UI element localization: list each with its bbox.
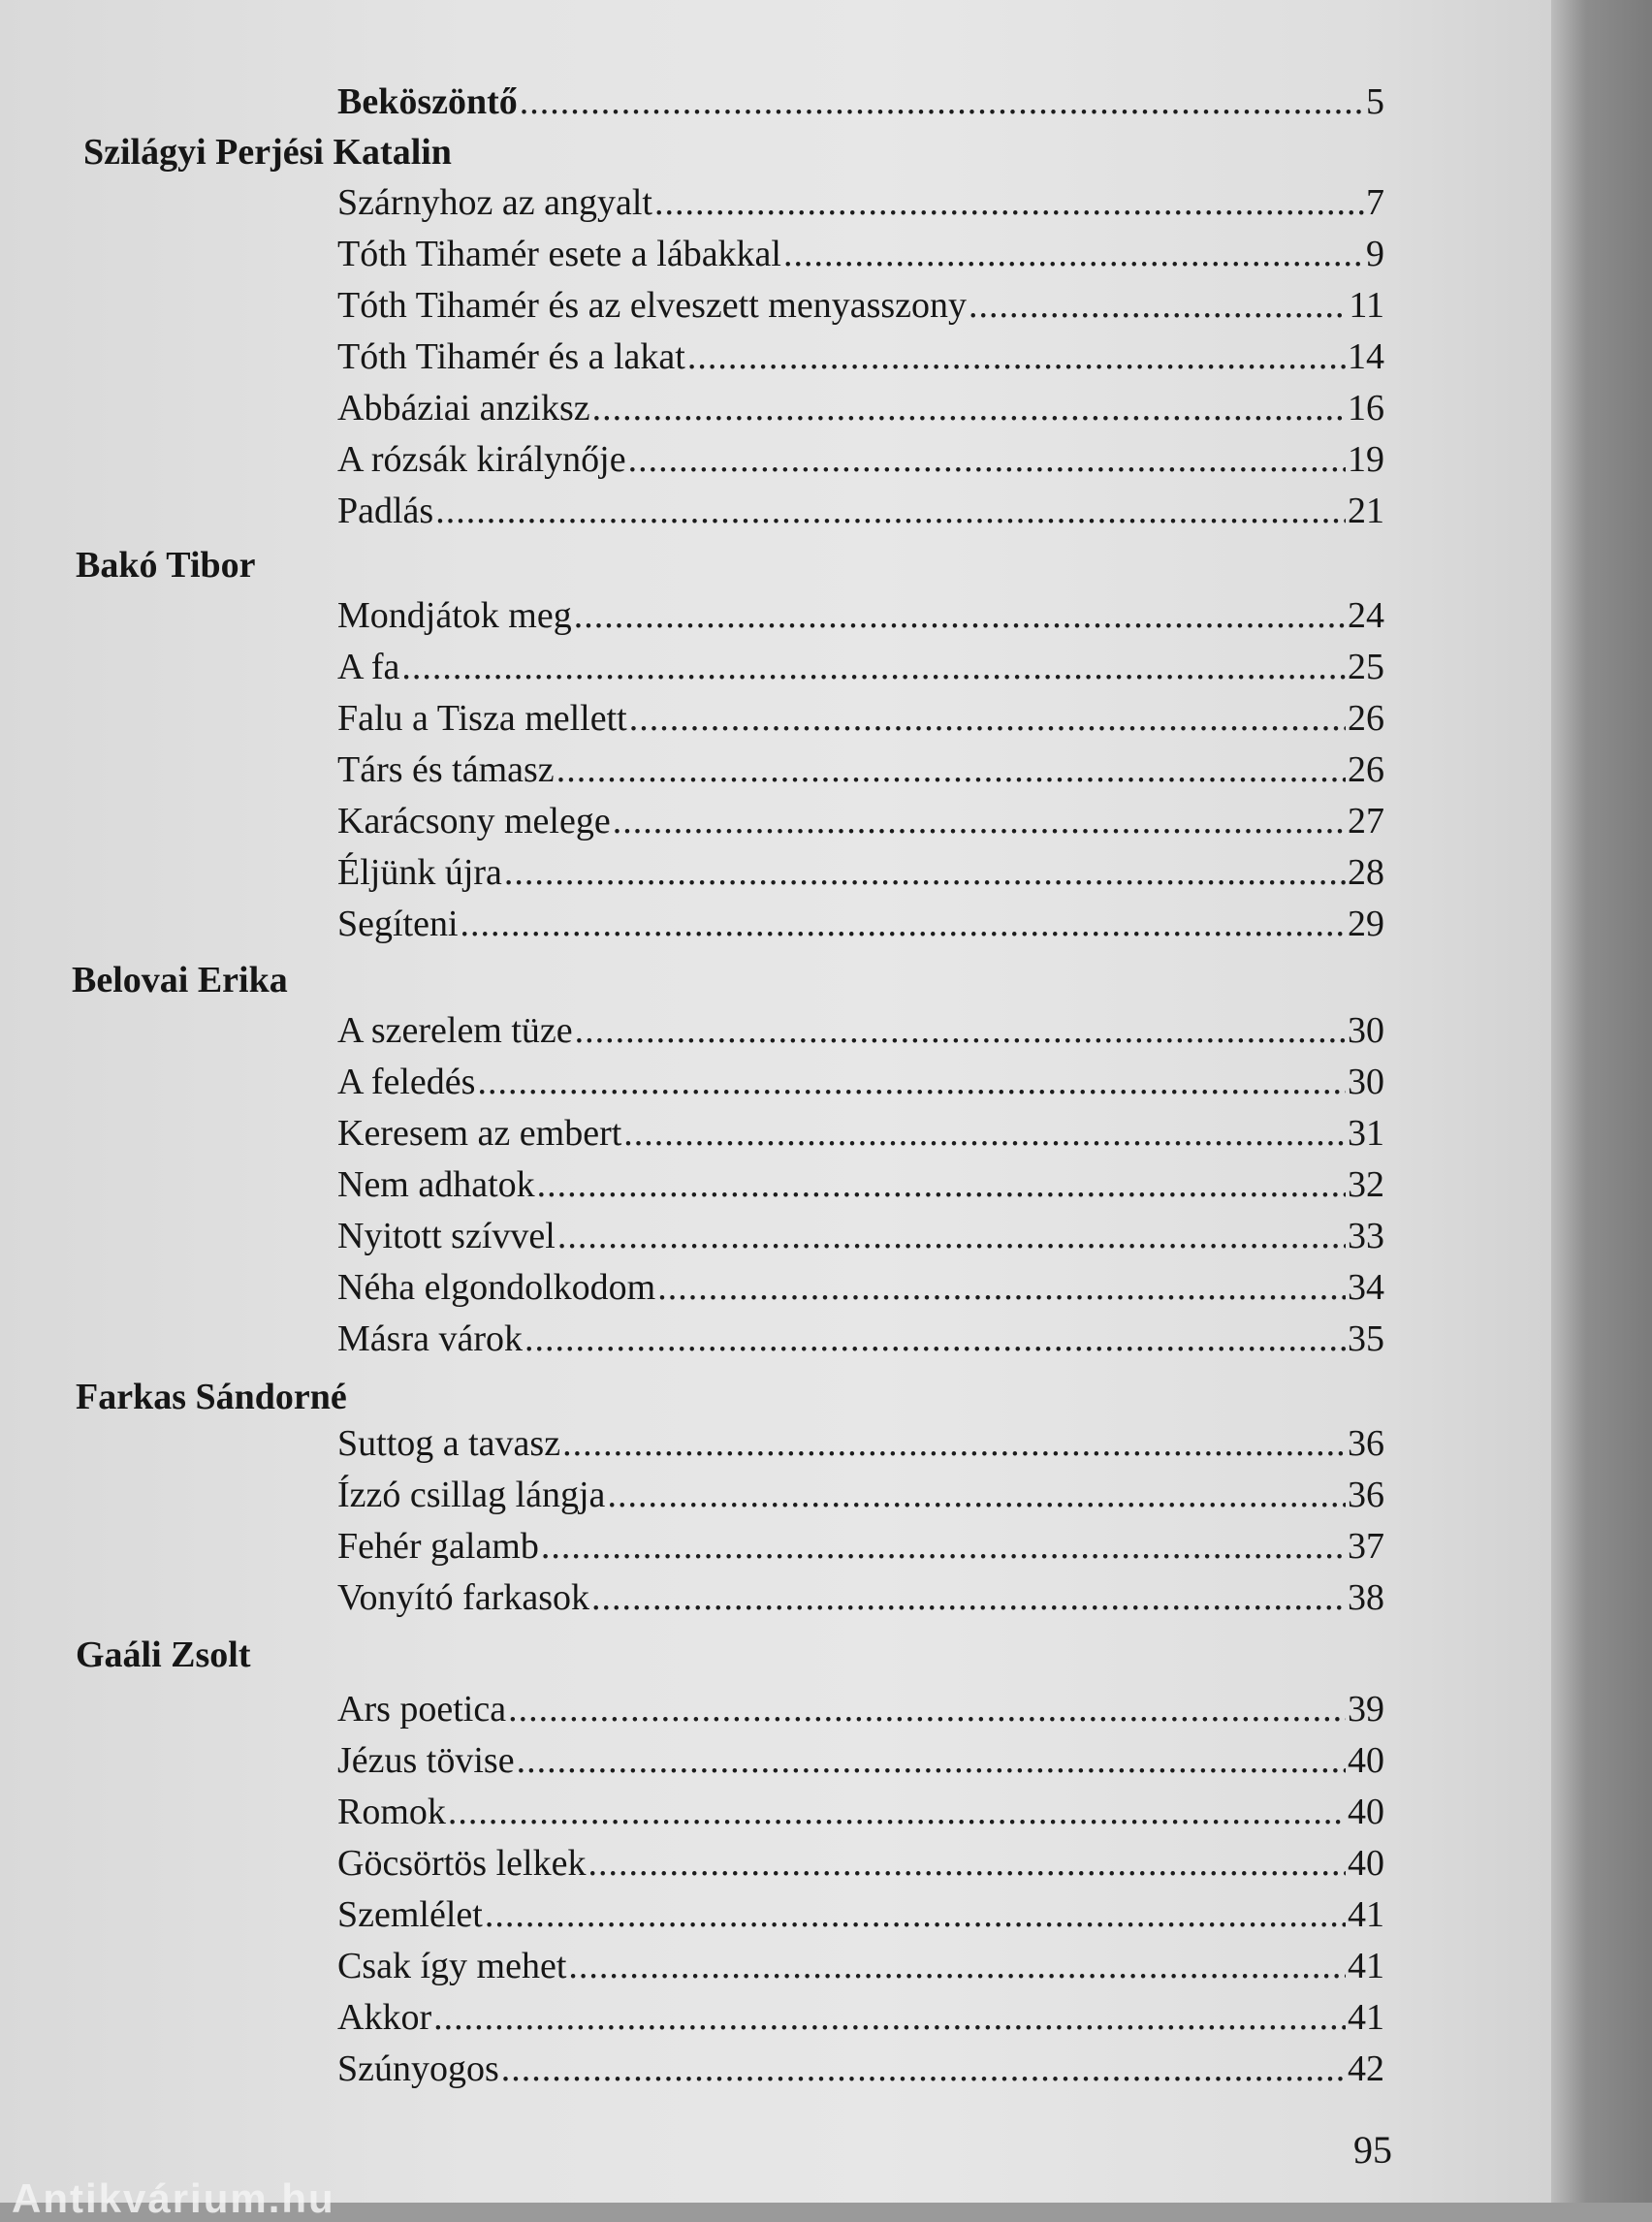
leader-dots (556, 747, 1346, 792)
leader-dots (969, 283, 1347, 328)
entry-page: 31 (1348, 1113, 1384, 1154)
entry-title: Szúnyogos (337, 2048, 499, 2089)
toc-entry (337, 437, 1384, 482)
watermark: Antikvárium.hu (12, 2175, 335, 2221)
entry-page: 26 (1348, 698, 1384, 739)
toc-entry (337, 1162, 1384, 1207)
entry-page: 37 (1348, 1526, 1384, 1567)
entry-page: 14 (1348, 336, 1384, 377)
entry-title: Tóth Tihamér esete a lábakkal (337, 234, 781, 274)
entry-title: Romok (337, 1792, 446, 1832)
leader-dots (504, 850, 1346, 895)
entry-page: 40 (1348, 1740, 1384, 1781)
entry-page: 30 (1348, 1062, 1384, 1102)
entry-page: 24 (1348, 595, 1384, 636)
toc-entry (337, 902, 1384, 946)
leader-dots (448, 1790, 1346, 1834)
entry-title: Abbáziai anziksz (337, 388, 590, 429)
leader-dots (517, 1738, 1346, 1783)
toc-entry (337, 1892, 1384, 1937)
entry-title: Jézus tövise (337, 1740, 515, 1781)
toc-entry (337, 799, 1384, 843)
leader-dots (501, 2047, 1346, 2091)
leader-dots (783, 232, 1364, 276)
toc-entry (337, 1575, 1384, 1620)
leader-dots (537, 1162, 1346, 1207)
entry-title: Keresem az embert (337, 1113, 622, 1154)
leader-dots (477, 1060, 1346, 1104)
entry-page: 5 (1366, 81, 1384, 122)
entry-page: 30 (1348, 1010, 1384, 1051)
toc-entry (337, 489, 1384, 533)
toc-entry (337, 696, 1384, 741)
author-heading: Belovai Erika (72, 960, 288, 1000)
entry-page: 19 (1348, 439, 1384, 480)
entry-page: 41 (1348, 1894, 1384, 1935)
leader-dots (435, 489, 1346, 533)
entry-page: 27 (1348, 801, 1384, 841)
entry-title: Nyitott szívvel (337, 1216, 556, 1256)
toc-entry (337, 1944, 1384, 1988)
entry-title: A feledés (337, 1062, 476, 1102)
entry-title: Beköszöntő (337, 81, 518, 122)
toc-entry (337, 1060, 1384, 1104)
entry-title: Szárnyhoz az angyalt (337, 182, 652, 223)
toc-entry (337, 386, 1384, 430)
leader-dots (607, 1473, 1346, 1517)
toc-entry (337, 1738, 1384, 1783)
toc-entry (337, 1473, 1384, 1517)
entry-title: Vonyító farkasok (337, 1577, 589, 1618)
entry-page: 34 (1348, 1267, 1384, 1308)
toc-entry (337, 2047, 1384, 2091)
page-edge (1551, 0, 1652, 2203)
entry-page: 26 (1348, 749, 1384, 790)
entry-title: Akkor (337, 1997, 432, 2038)
toc-entry (337, 1214, 1384, 1258)
leader-dots (461, 902, 1346, 946)
leader-dots (401, 645, 1346, 689)
leader-dots (485, 1892, 1346, 1937)
entry-page: 21 (1348, 491, 1384, 531)
leader-dots (613, 799, 1346, 843)
toc-entry (337, 1790, 1384, 1834)
entry-title: Ars poetica (337, 1689, 507, 1730)
leader-dots (508, 1687, 1346, 1731)
toc-entry (337, 1687, 1384, 1731)
entry-title: Másra várok (337, 1318, 523, 1359)
entry-title: Ízzó csillag lángja (337, 1475, 606, 1515)
entry-page: 7 (1366, 182, 1384, 223)
entry-page: 9 (1366, 234, 1384, 274)
entry-title: Segíteni (337, 904, 459, 944)
entry-page: 42 (1348, 2048, 1384, 2089)
toc-entry (337, 180, 1384, 225)
toc-entry (337, 1524, 1384, 1569)
entry-title: Mondjátok meg (337, 595, 572, 636)
entry-title: Karácsony melege (337, 801, 611, 841)
toc-entry (337, 850, 1384, 895)
entry-page: 16 (1348, 388, 1384, 429)
toc-entry (337, 1317, 1384, 1361)
leader-dots (575, 1008, 1346, 1053)
entry-title: A rózsák királynője (337, 439, 626, 480)
leader-dots (541, 1524, 1346, 1569)
entry-page: 41 (1348, 1946, 1384, 1986)
entry-title: Padlás (337, 491, 434, 531)
toc-entry (337, 334, 1384, 379)
leader-dots (574, 593, 1346, 638)
entry-title: A fa (337, 647, 400, 687)
page-number: 95 (1353, 2128, 1392, 2172)
entry-title: Tóth Tihamér és a lakat (337, 336, 685, 377)
leader-dots (557, 1214, 1346, 1258)
entry-title: Csak így mehet (337, 1946, 567, 1986)
toc-entry (337, 593, 1384, 638)
entry-page: 40 (1348, 1792, 1384, 1832)
toc-entry (337, 1008, 1384, 1053)
toc-entry (337, 1841, 1384, 1886)
toc-entry (337, 1421, 1384, 1466)
leader-dots (629, 696, 1346, 741)
author-heading: Farkas Sándorné (76, 1377, 347, 1417)
leader-dots (568, 1944, 1346, 1988)
entry-page: 35 (1348, 1318, 1384, 1359)
entry-page: 29 (1348, 904, 1384, 944)
toc-entry (337, 1995, 1384, 2040)
entry-title: Társ és támasz (337, 749, 555, 790)
entry-title: Fehér galamb (337, 1526, 539, 1567)
entry-title: Éljünk újra (337, 852, 502, 893)
leader-dots (588, 1841, 1346, 1886)
leader-dots (520, 79, 1364, 124)
leader-dots (433, 1995, 1346, 2040)
leader-dots (592, 386, 1346, 430)
toc-entry (337, 1265, 1384, 1310)
entry-title: A szerelem tüze (337, 1010, 573, 1051)
entry-title: Suttog a tavasz (337, 1423, 561, 1464)
toc-entry (337, 283, 1384, 328)
entry-title: Falu a Tisza mellett (337, 698, 627, 739)
entry-page: 38 (1348, 1577, 1384, 1618)
entry-page: 28 (1348, 852, 1384, 893)
leader-dots (687, 334, 1346, 379)
entry-title: Szemlélet (337, 1894, 483, 1935)
leader-dots (654, 180, 1364, 225)
entry-page: 41 (1348, 1997, 1384, 2038)
leader-dots (623, 1111, 1346, 1156)
entry-page: 40 (1348, 1843, 1384, 1884)
leader-dots (628, 437, 1346, 482)
toc-entry (337, 645, 1384, 689)
leader-dots (657, 1265, 1346, 1310)
entry-page: 32 (1348, 1164, 1384, 1205)
entry-page: 36 (1348, 1475, 1384, 1515)
entry-page: 25 (1348, 647, 1384, 687)
entry-title: Néha elgondolkodom (337, 1267, 656, 1308)
entry-title: Göcsörtös lelkek (337, 1843, 587, 1884)
entry-page: 33 (1348, 1216, 1384, 1256)
toc-entry (337, 232, 1384, 276)
author-heading: Szilágyi Perjési Katalin (83, 132, 452, 173)
toc-entry-intro (337, 79, 1384, 124)
leader-dots (562, 1421, 1346, 1466)
entry-page: 36 (1348, 1423, 1384, 1464)
entry-title: Nem adhatok (337, 1164, 535, 1205)
leader-dots (591, 1575, 1346, 1620)
entry-page: 39 (1348, 1689, 1384, 1730)
entry-page: 11 (1349, 285, 1384, 326)
toc-entry (337, 1111, 1384, 1156)
entry-title: Tóth Tihamér és az elveszett menyasszony (337, 285, 968, 326)
author-heading: Gaáli Zsolt (76, 1635, 251, 1675)
leader-dots (524, 1317, 1346, 1361)
author-heading: Bakó Tibor (76, 545, 256, 586)
toc-entry (337, 747, 1384, 792)
